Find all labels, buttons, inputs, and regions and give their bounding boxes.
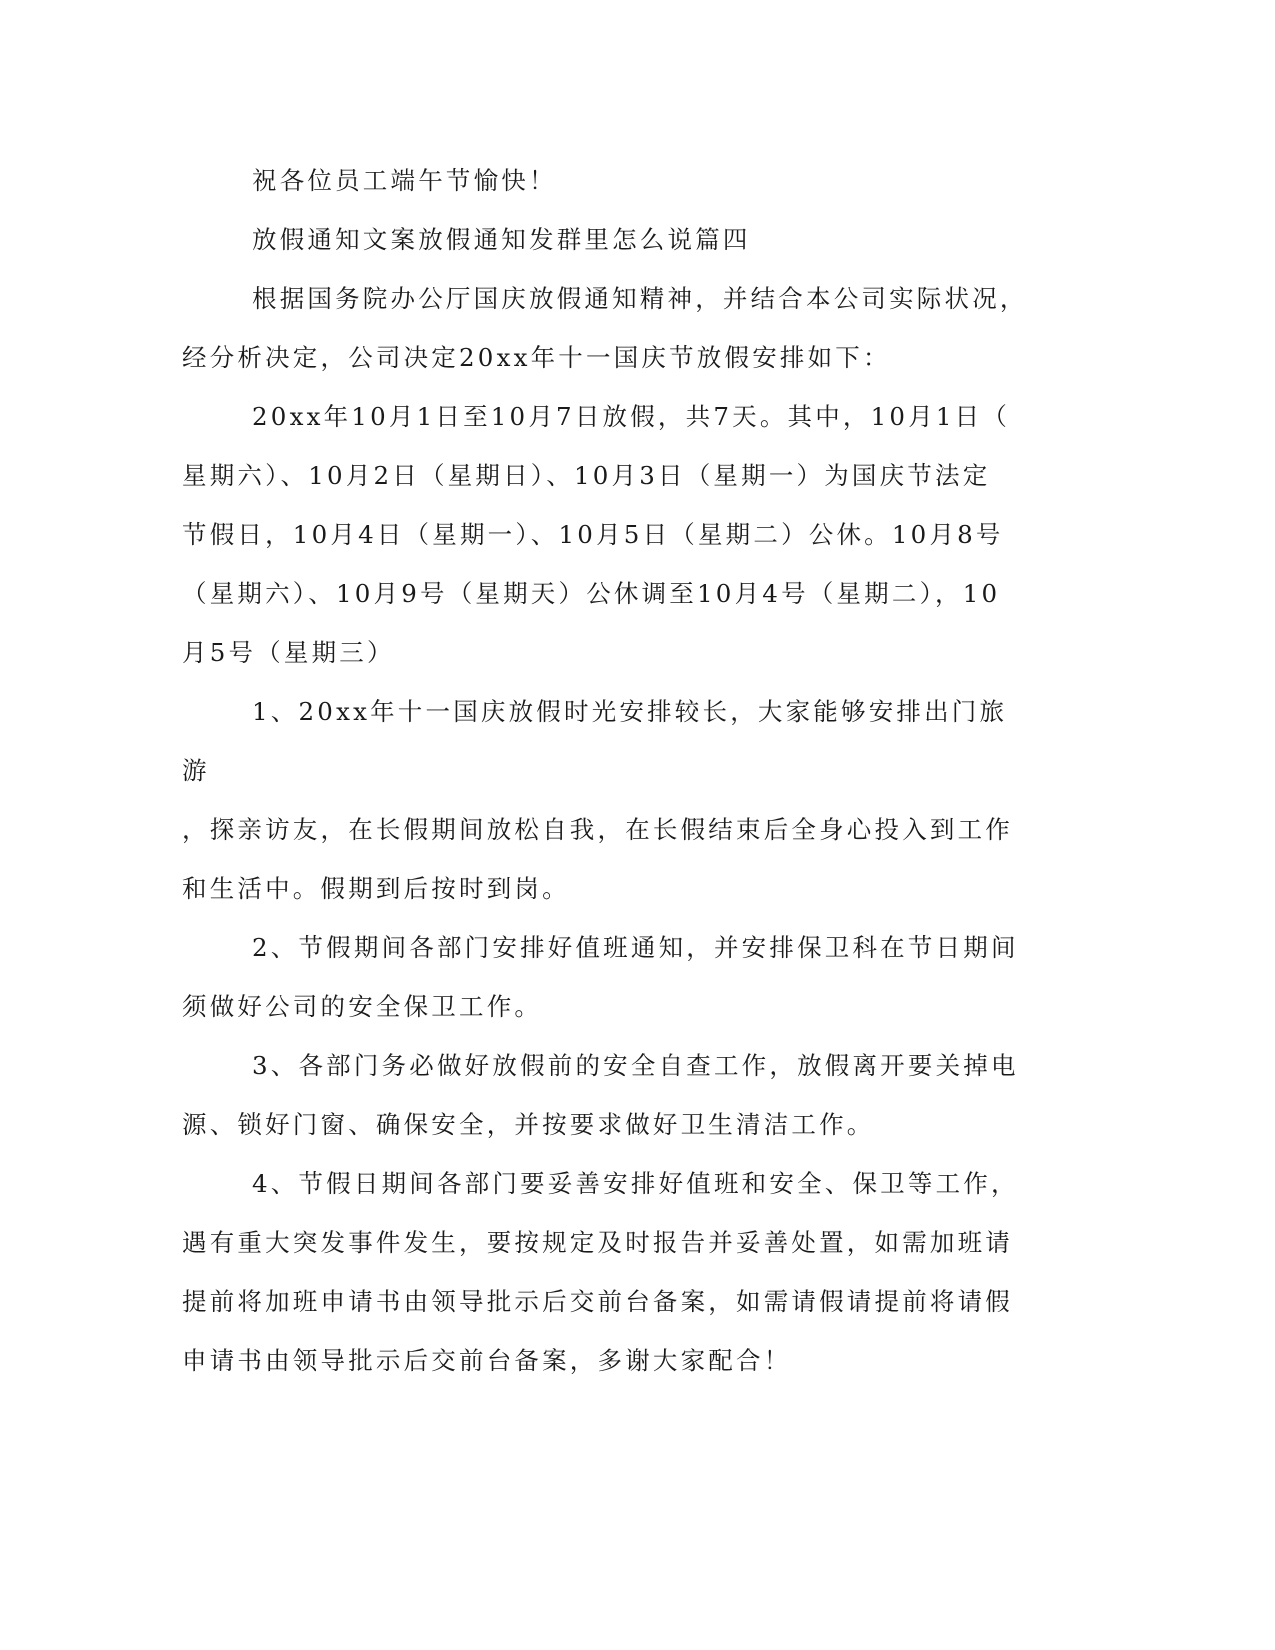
text-line: 遇有重大突发事件发生，要按规定及时报告并妥善处置，如需加班请: [182, 1228, 1013, 1257]
text-line: ，探亲访友，在长假期间放松自我，在长假结束后全身心投入到工作: [182, 815, 1013, 844]
text-line: 3、各部门务必做好放假前的安全自查工作，放假离开要关掉电: [252, 1051, 1019, 1080]
text-line: 20xx年10月1日至10月7日放假，共7天。其中，10月1日（: [252, 402, 1011, 431]
greeting-paragraph: 祝各位员工端午节愉快！: [252, 166, 557, 195]
text-line: （星期六）、10月9号（星期天）公休调至10月4号（星期二），10: [182, 579, 1001, 608]
section-heading: 放假通知文案放假通知发群里怎么说篇四: [252, 225, 751, 254]
text-line: 根据国务院办公厅国庆放假通知精神，并结合本公司实际状况，: [252, 284, 1028, 313]
text-line: 1、20xx年十一国庆放假时光安排较长，大家能够安排出门旅游: [182, 697, 1008, 785]
text-line: 申请书由领导批示后交前台备案，多谢大家配合！: [182, 1346, 792, 1375]
text-line: 月5号（星期三）: [182, 638, 395, 667]
text-line: 提前将加班申请书由领导批示后交前台备案，如需请假请提前将请假: [182, 1287, 1013, 1316]
text-line: 2、节假期间各部门安排好值班通知，并安排保卫科在节日期间: [252, 933, 1019, 962]
list-item-1: [182, 682, 1028, 918]
list-item-2: [182, 918, 1028, 1036]
text-line: 源、锁好门窗、确保安全，并按要求做好卫生清洁工作。: [182, 1110, 875, 1139]
text-line: 4、节假日期间各部门要妥善安排好值班和安全、保卫等工作，: [252, 1169, 1019, 1198]
text-line: 和生活中。假期到后按时到岗。: [182, 874, 570, 903]
list-item-4: [182, 1154, 1028, 1390]
text-line: 节假日，10月4日（星期一）、10月5日（星期二）公休。10月8号: [182, 520, 1004, 549]
text-line: 须做好公司的安全保卫工作。: [182, 992, 543, 1021]
text-line: 星期六）、10月2日（星期日）、10月3日（星期一）为国庆节法定: [182, 461, 991, 490]
list-item-3: [182, 1036, 1028, 1154]
intro-paragraph: [182, 269, 1028, 387]
document-body: [182, 151, 1028, 1390]
schedule-paragraph: [182, 387, 1028, 682]
text-line: 经分析决定，公司决定20xx年十一国庆节放假安排如下：: [182, 343, 891, 372]
